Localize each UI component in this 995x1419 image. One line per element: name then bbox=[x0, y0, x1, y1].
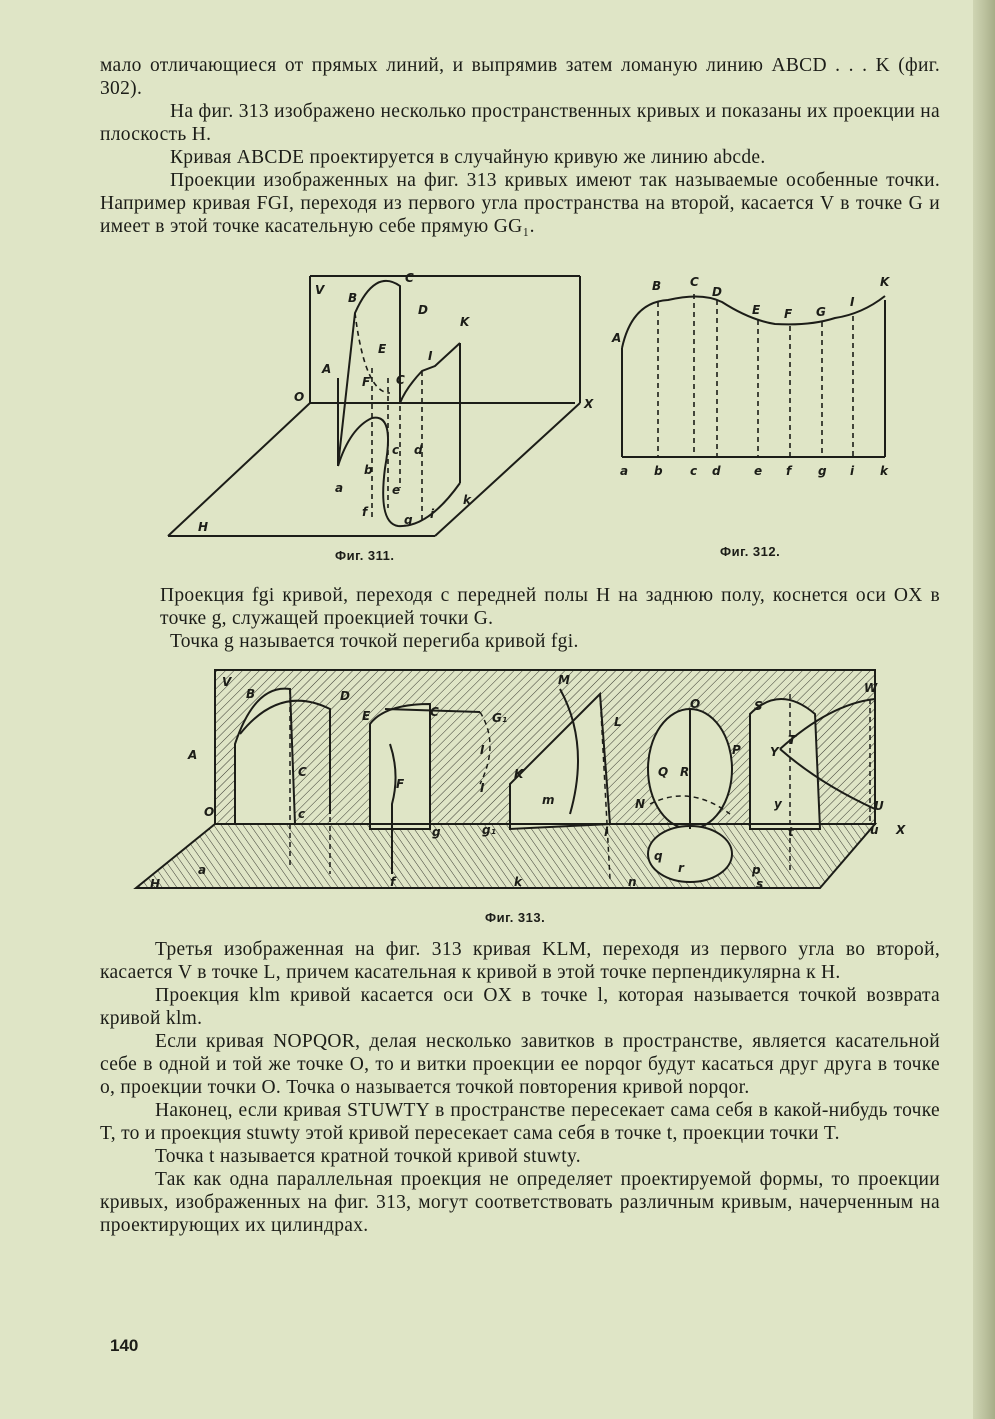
svg-text:X: X bbox=[584, 397, 594, 411]
svg-text:S: S bbox=[754, 699, 763, 713]
svg-text:C: C bbox=[405, 271, 414, 285]
svg-text:i: i bbox=[850, 464, 855, 478]
svg-text:I: I bbox=[850, 295, 855, 309]
paragraph-2: На фиг. 313 изображено несколько пространственных кривых и показаны их проекции на плоскость H. bbox=[100, 101, 940, 145]
svg-text:c: c bbox=[392, 443, 400, 457]
svg-text:C: C bbox=[690, 275, 699, 289]
bottom-text-block bbox=[100, 938, 940, 1237]
svg-text:f: f bbox=[362, 505, 368, 519]
svg-text:C: C bbox=[298, 765, 307, 779]
svg-text:G₁: G₁ bbox=[492, 711, 508, 725]
svg-text:W: W bbox=[864, 681, 878, 695]
svg-text:a: a bbox=[620, 464, 629, 478]
svg-text:k: k bbox=[514, 875, 522, 889]
svg-text:C: C bbox=[396, 373, 405, 387]
svg-text:a: a bbox=[335, 481, 344, 495]
svg-text:g: g bbox=[818, 464, 827, 478]
svg-text:G: G bbox=[816, 305, 826, 319]
svg-text:a: a bbox=[198, 863, 207, 877]
svg-text:s: s bbox=[756, 877, 764, 891]
svg-text:g: g bbox=[432, 825, 441, 839]
svg-text:V: V bbox=[222, 675, 232, 689]
svg-text:N: N bbox=[635, 797, 646, 811]
svg-text:P: P bbox=[732, 743, 741, 757]
figure-312 bbox=[610, 272, 910, 559]
paragraph-8: Проекция klm кривой касается оси OX в точке l, которая называется точкой возврата кривой klm. bbox=[100, 985, 940, 1029]
svg-text:y: y bbox=[774, 797, 782, 811]
figure-313 bbox=[130, 664, 910, 925]
svg-text:c: c bbox=[690, 464, 698, 478]
figure-311 bbox=[160, 268, 600, 563]
svg-text:d: d bbox=[414, 443, 423, 457]
svg-text:D: D bbox=[712, 285, 722, 299]
svg-text:D: D bbox=[340, 689, 350, 703]
svg-text:q: q bbox=[654, 849, 663, 863]
paragraph-3: Кривая ABCDE проектируется в случайную кривую же линию abcde. bbox=[170, 147, 766, 168]
svg-text:k: k bbox=[880, 464, 888, 478]
paragraph-5: Проекция fgi кривой, переходя с передней полы H на заднюю полу, коснется оси OX в точке g, служащей проекцией точки G. bbox=[160, 585, 940, 629]
svg-text:F: F bbox=[784, 307, 793, 321]
figure-313-caption: Фиг. 313. bbox=[485, 910, 546, 925]
svg-text:H: H bbox=[198, 520, 209, 534]
svg-text:O: O bbox=[690, 697, 701, 711]
svg-text:Q: Q bbox=[658, 765, 669, 779]
svg-text:u: u bbox=[870, 823, 879, 837]
svg-text:F: F bbox=[396, 777, 405, 791]
svg-text:X: X bbox=[896, 823, 906, 837]
svg-text:i: i bbox=[430, 507, 435, 521]
svg-text:F: F bbox=[362, 375, 371, 389]
svg-text:e: e bbox=[754, 464, 763, 478]
svg-text:B: B bbox=[246, 687, 256, 701]
svg-text:b: b bbox=[364, 463, 373, 477]
svg-text:V: V bbox=[315, 283, 325, 297]
figure-312-drawing bbox=[610, 272, 910, 487]
svg-text:H: H bbox=[150, 877, 161, 891]
svg-text:Y: Y bbox=[770, 745, 779, 759]
svg-text:p: p bbox=[752, 863, 761, 877]
top-text-block bbox=[100, 54, 940, 238]
svg-text:E: E bbox=[378, 342, 387, 356]
svg-text:m: m bbox=[542, 793, 555, 807]
svg-text:g₁: g₁ bbox=[482, 823, 496, 837]
svg-text:I: I bbox=[480, 781, 485, 795]
svg-text:c: c bbox=[298, 807, 306, 821]
svg-text:I: I bbox=[480, 743, 485, 757]
paragraph-4: Проекции изображенных на фиг. 313 кривых имеют так называемые особенные точки. Например кривая FGI, переходя из первого угла пространства на второй, касается V в точке G и имеет в этой точке касательную себе прямую GG₁. bbox=[100, 170, 940, 237]
svg-text:O: O bbox=[204, 805, 215, 819]
middle-text-block bbox=[160, 584, 940, 653]
page-number: 140 bbox=[110, 1336, 139, 1355]
svg-text:B: B bbox=[348, 291, 358, 305]
svg-text:A: A bbox=[322, 362, 332, 376]
figure-313-drawing bbox=[130, 664, 910, 894]
svg-text:K: K bbox=[880, 275, 890, 289]
svg-text:f: f bbox=[390, 875, 396, 889]
svg-text:n: n bbox=[628, 875, 637, 889]
figure-311-caption: Фиг. 311. bbox=[335, 548, 395, 563]
svg-text:d: d bbox=[712, 464, 721, 478]
svg-text:T: T bbox=[788, 733, 797, 747]
svg-text:R: R bbox=[680, 765, 690, 779]
svg-text:I: I bbox=[428, 349, 433, 363]
svg-text:A: A bbox=[188, 748, 198, 762]
svg-text:f: f bbox=[786, 464, 792, 478]
paragraph-9: Если кривая NOPQOR, делая несколько завитков в пространстве, является касательной себе в одной и той же точке O, то и витки проекции ее nopqor будут касаться друг друга в точке o, проекции точки O. Точка o называется точкой повторения кривой nopqor. bbox=[100, 1031, 940, 1098]
svg-text:B: B bbox=[652, 279, 662, 293]
figure-312-caption: Фиг. 312. bbox=[720, 544, 781, 559]
svg-text:O: O bbox=[294, 390, 305, 404]
paragraph-1: мало отличающиеся от прямых линий, и выпрямив затем ломаную линию ABCD . . . K (фиг. 302). bbox=[100, 55, 940, 99]
svg-text:M: M bbox=[558, 673, 570, 687]
svg-text:K: K bbox=[514, 767, 524, 781]
svg-text:g: g bbox=[404, 513, 413, 527]
svg-text:t: t bbox=[788, 825, 794, 839]
paragraph-11: Точка t называется кратной точкой кривой stuwty. bbox=[155, 1146, 581, 1167]
paragraph-12: Так как одна параллельная проекция не определяет проектируемой формы, то проекции кривых, изображенных на фиг. 313, могут соответствовать различным кривым, начерченным на проектирующих их цилиндрах. bbox=[100, 1169, 940, 1236]
svg-text:e: e bbox=[392, 483, 401, 497]
paragraph-10: Наконец, если кривая STUWTY в пространстве пересекает сама себя в какой-нибудь точке T, то и проекция stuwty этой кривой пересекает сама себя в точке t, проекции точки T. bbox=[100, 1100, 940, 1144]
svg-text:E: E bbox=[752, 303, 761, 317]
paragraph-6: Точка g называется точкой перегиба кривой fgi. bbox=[170, 631, 579, 652]
svg-text:b: b bbox=[654, 464, 663, 478]
svg-text:r: r bbox=[678, 861, 684, 875]
svg-text:L: L bbox=[614, 715, 622, 729]
svg-text:A: A bbox=[612, 331, 622, 345]
svg-text:U: U bbox=[874, 799, 884, 813]
svg-text:K: K bbox=[460, 315, 470, 329]
svg-text:k: k bbox=[463, 493, 471, 507]
svg-text:D: D bbox=[418, 303, 428, 317]
svg-text:E: E bbox=[362, 709, 371, 723]
svg-text:l: l bbox=[604, 825, 609, 839]
paragraph-7: Третья изображенная на фиг. 313 кривая KLM, переходя из первого угла во второй, касается V в точке L, причем касательная к кривой в этой точке перпендикулярна к H. bbox=[100, 939, 940, 983]
svg-text:C: C bbox=[430, 705, 439, 719]
figure-311-drawing bbox=[160, 268, 600, 548]
page-spine-shadow bbox=[973, 0, 995, 1419]
